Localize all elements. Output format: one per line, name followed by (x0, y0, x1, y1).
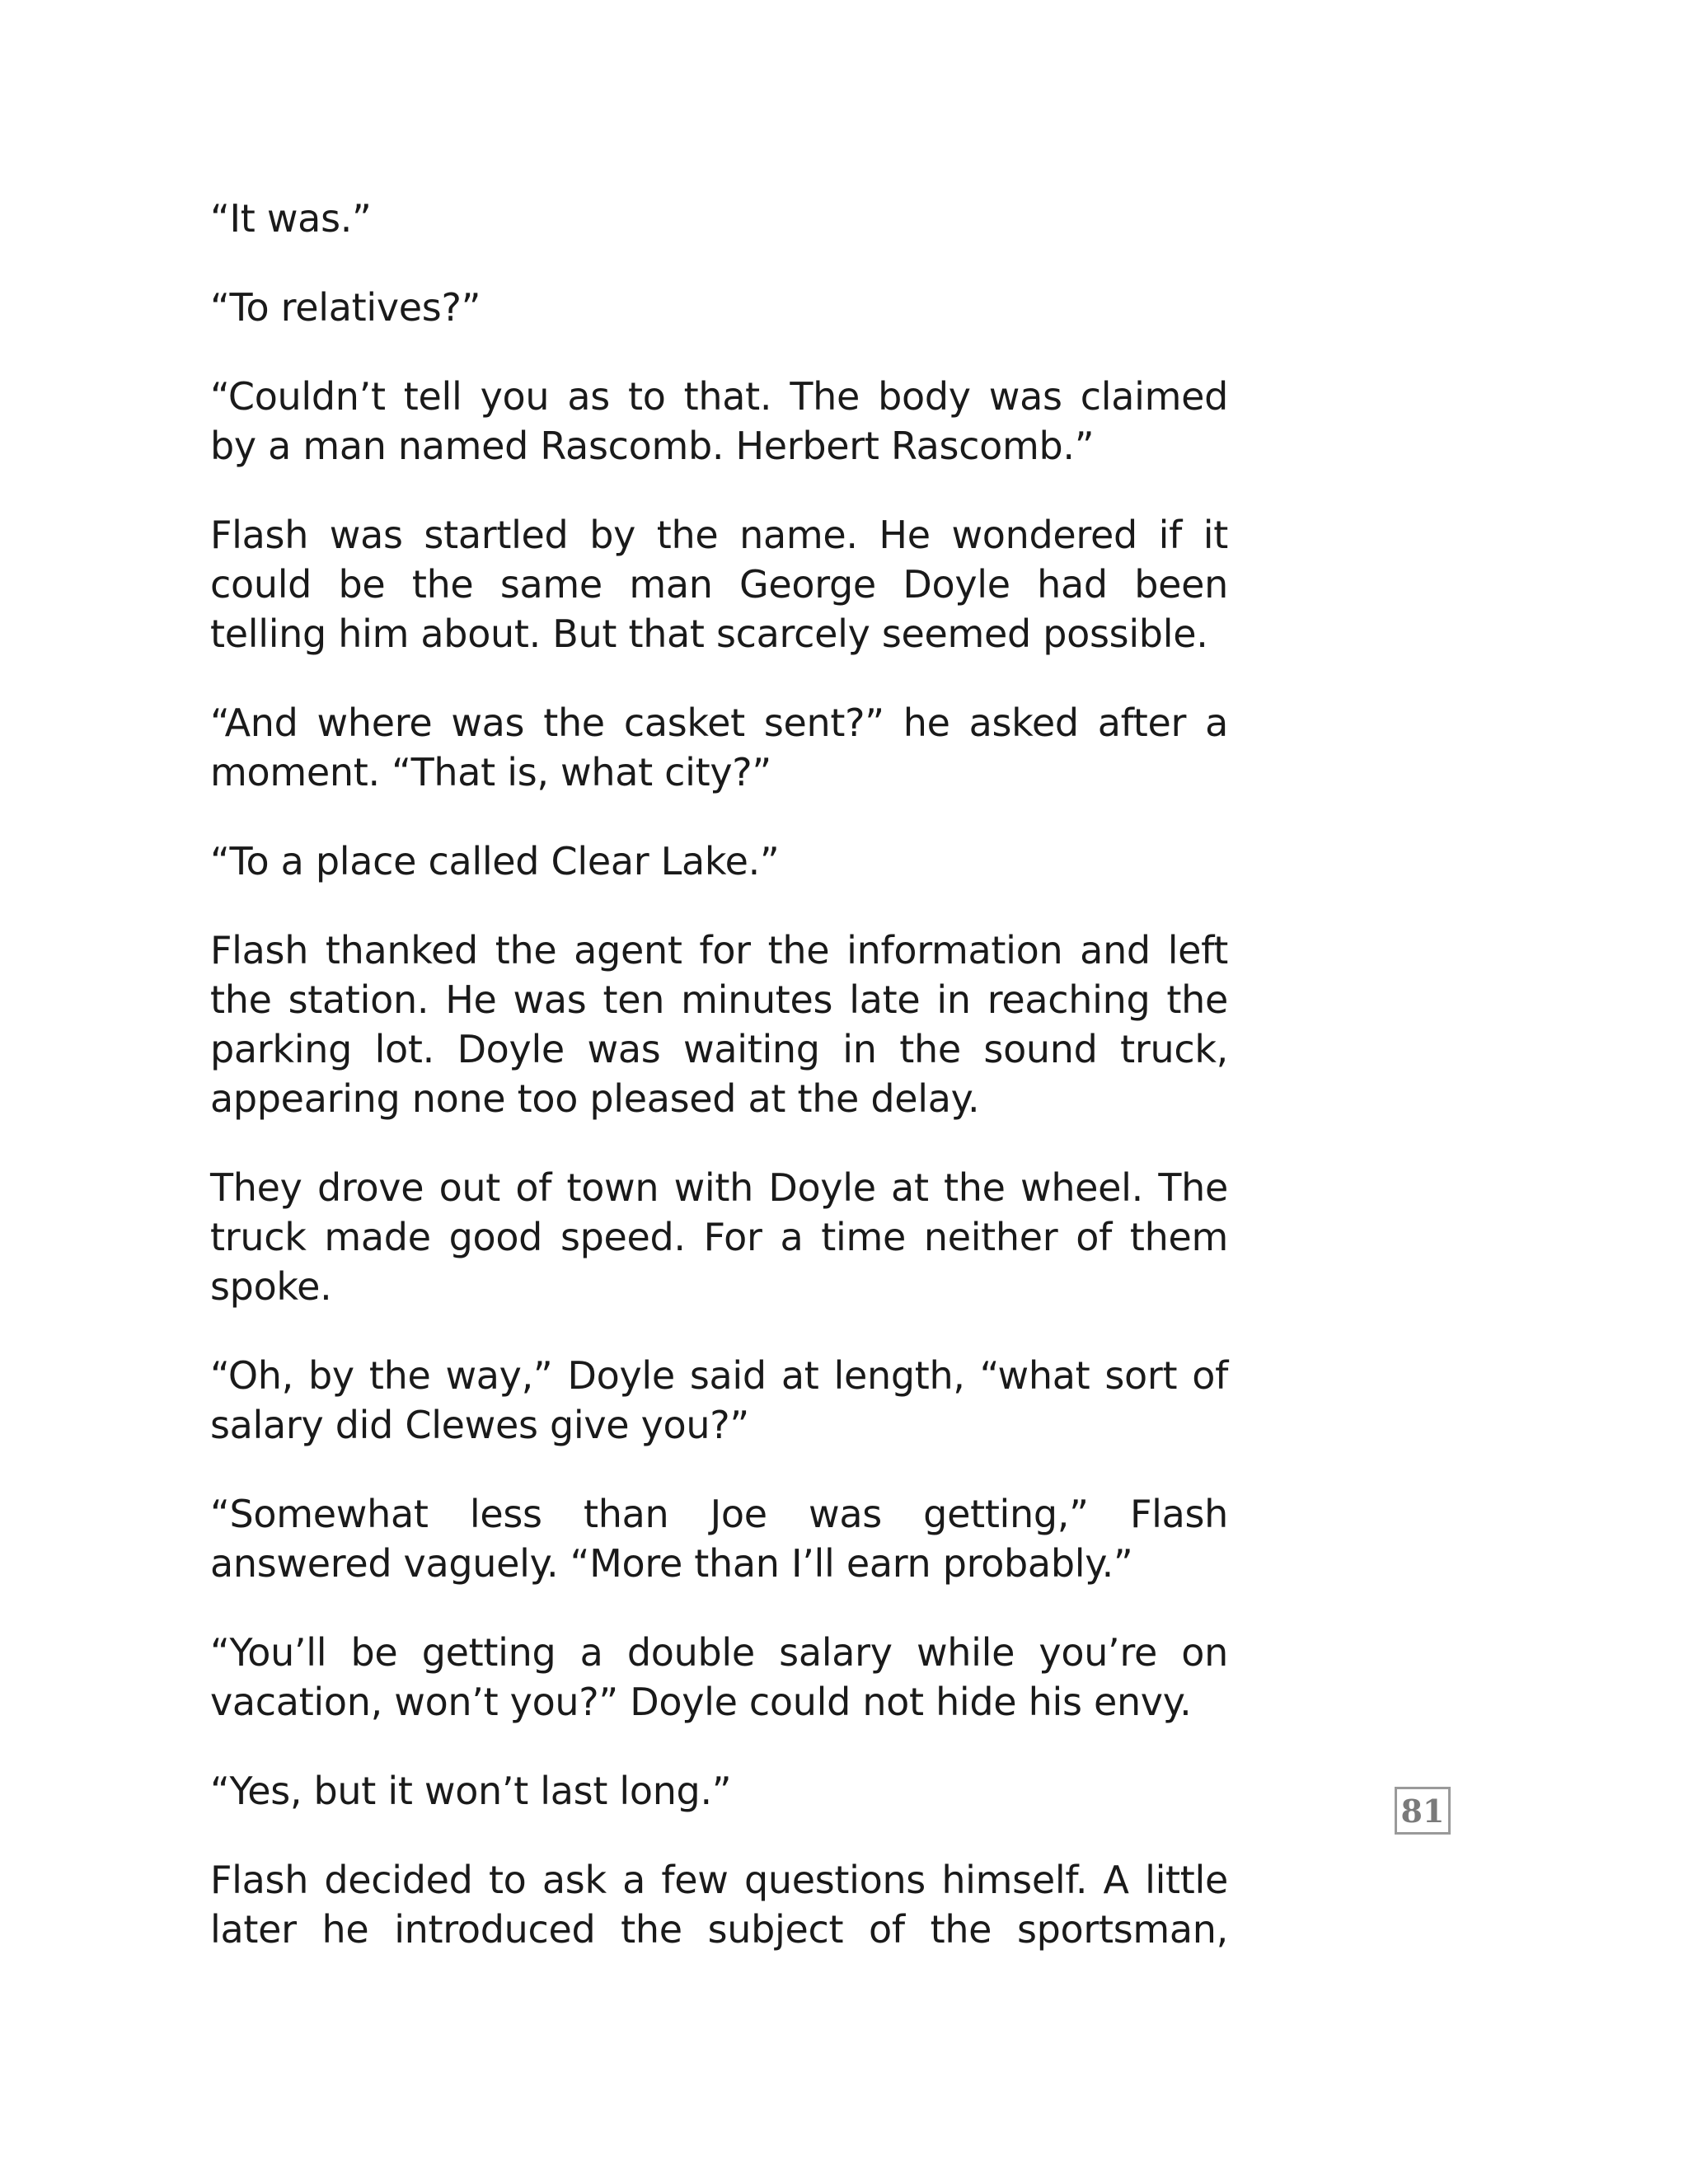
paragraph-13: Flash decided to ask a few questions himself. A little later he introduced the subject of the sportsman, (210, 1858, 1228, 1952)
page-body-text (210, 194, 1228, 1954)
paragraph-4: Flash was startled by the name. He wondered if it could be the same man George Doyle had been telling him about. But that scarcely seemed possible. (210, 513, 1228, 656)
paragraph-8: They drove out of town with Doyle at the wheel. The truck made good speed. For a time neither of them spoke. (210, 1165, 1228, 1309)
page-number-box (1395, 1787, 1451, 1835)
paragraph-1: “It was.” (210, 196, 372, 241)
paragraph-3: “Couldn’t tell you as to that. The body was claimed by a man named Rascomb. Herbert Rascomb.” (210, 374, 1228, 468)
page-number: 81 (1400, 1792, 1445, 1830)
paragraph-2: “To relatives?” (210, 285, 481, 330)
paragraph-9: “Oh, by the way,” Doyle said at length, “what sort of salary did Clewes give you?” (210, 1353, 1228, 1447)
paragraph-7: Flash thanked the agent for the information and left the station. He was ten minutes late in reaching the parking lot. Doyle was waiting in the sound truck, appearing none too pleased at the delay. (210, 928, 1228, 1121)
paragraph-5: “And where was the casket sent?” he asked after a moment. “That is, what city?” (210, 701, 1228, 794)
paragraph-12: “Yes, but it won’t last long.” (210, 1769, 732, 1813)
paragraph-11: “You’ll be getting a double salary while you’re on vacation, won’t you?” Doyle could not hide his envy. (210, 1630, 1228, 1724)
paragraph-6: “To a place called Clear Lake.” (210, 839, 780, 883)
paragraph-10: “Somewhat less than Joe was getting,” Flash answered vaguely. “More than I’ll earn probably.” (210, 1492, 1228, 1586)
